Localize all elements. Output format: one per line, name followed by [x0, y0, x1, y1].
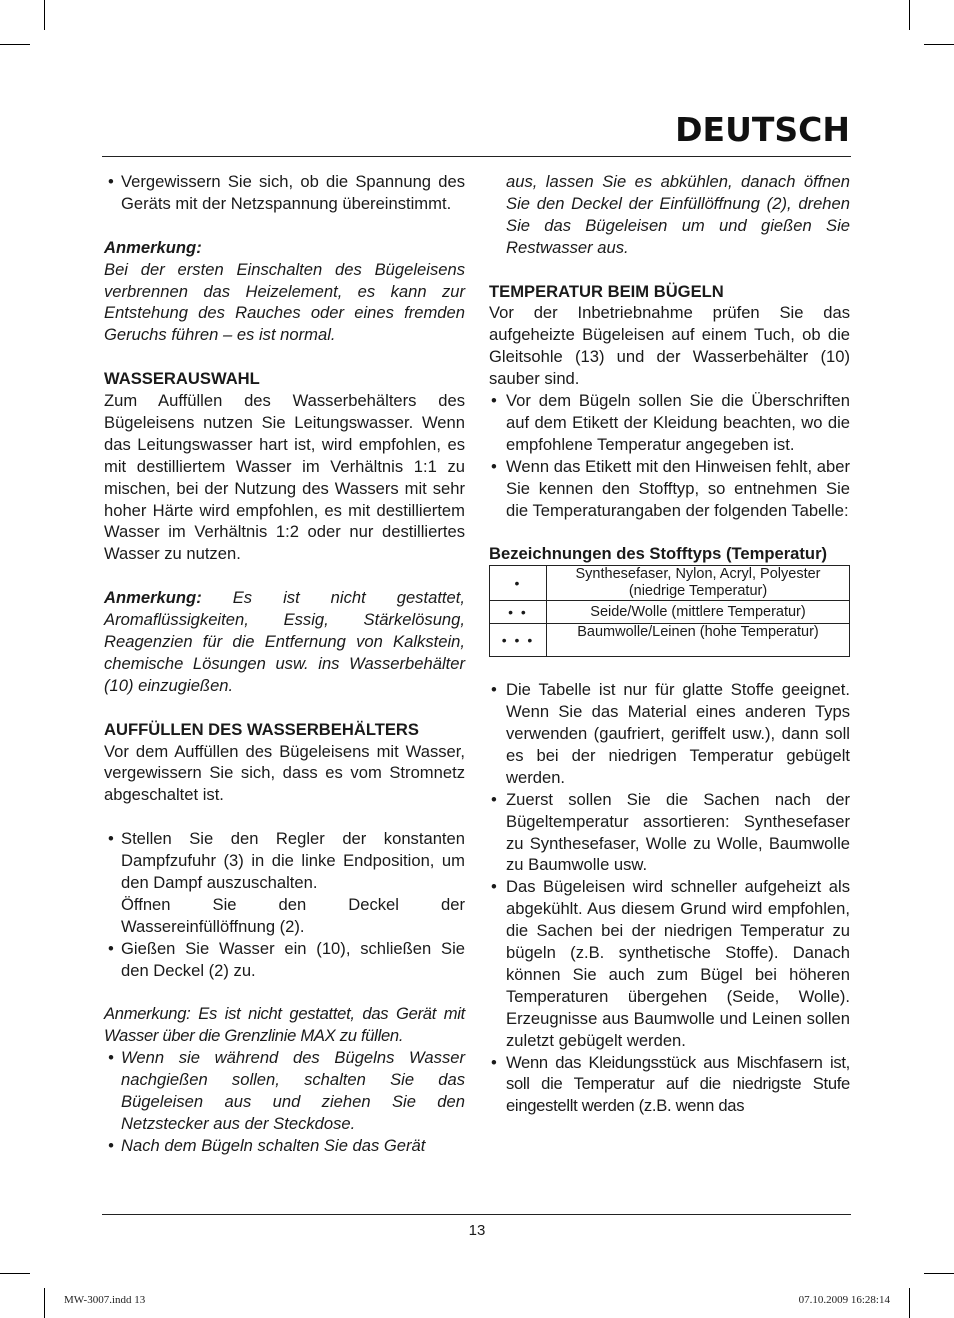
section-heading: WASSERAUSWAHL	[104, 369, 260, 389]
list-item	[489, 456, 850, 522]
list-item	[104, 1135, 465, 1157]
table-row	[490, 601, 850, 624]
page-number: 13	[468, 1222, 486, 1239]
list-item-text: Das Bügeleisen wird schneller aufgeheizt als abgekühlt. Aus diesem Grund wird empfohlen, die Sachen bei der niedrigen Temperatur zu bügeln (z.B. synthetische Stoffe). Danach können Sie auch zum Bügel bei höheren Temperaturen übergehen (Seide, Wolle). Erzeugnisse aus Baumwolle und Leinen sollen zuletzt gebügelt werden.	[506, 877, 850, 1050]
list-item-text: Zuerst sollen Sie die Sachen nach der Bügeltemperatur assortieren: Synthesefaser zu Synthesefaser, Wolle zu Wolle, Baumwolle zu Baumwolle usw.	[506, 789, 850, 875]
list-item	[104, 938, 465, 982]
bullet-icon: •	[491, 1052, 497, 1072]
crop-mark	[0, 1273, 30, 1274]
crop-mark	[44, 1288, 45, 1318]
list-item-text: Wenn sie während des Bügelns Wasser nachgießen sollen, schalten Sie das Bügeleisen aus und ziehen Sie den Netzstecker aus der Steckdose.	[121, 1048, 465, 1133]
note-paragraph	[104, 587, 465, 697]
crop-mark	[924, 44, 954, 45]
bullet-icon: •	[491, 680, 497, 700]
bullet-icon: •	[108, 172, 114, 191]
list-item	[104, 171, 465, 215]
crop-mark	[44, 0, 45, 30]
date-slug: 07.10.2009 16:28:14	[798, 1294, 890, 1306]
list-item-text: Die Tabelle ist nur für glatte Stoffe geeignet. Wenn Sie das Material eines anderen Typs verwenden (gaufriert, geriffelt usw.), dann soll es bei der niedrigen Temperatur gebügelt werden.	[506, 680, 850, 787]
list-item-text: Wenn das Etikett mit den Hinweisen fehlt, aber Sie kennen den Stofftyp, so entnehmen Sie die Temperaturangaben der folgenden Tabelle:	[506, 456, 850, 520]
fabric-label: Baumwolle/Leinen (hohe Temperatur)	[547, 624, 850, 657]
list-item-text: Wenn das Kleidungsstück aus Mischfasern ist, soll die Temperatur auf die niedrigste Stufe eingestellt werden (z.B. wenn das	[506, 1052, 850, 1116]
list-item	[489, 789, 850, 877]
list-item-text: Öffnen Sie den Deckel der Wassereinfüllöffnung (2).	[121, 894, 465, 936]
fabric-label: Synthesefaser, Nylon, Acryl, Polyester (niedrige Temperatur)	[547, 566, 850, 601]
table-row	[490, 566, 850, 601]
crop-mark	[909, 1288, 910, 1318]
section-text: Vor der Inbetriebnahme prüfen Sie das aufgeheizte Bügeleisen auf einem Tuch, ob die Gleitsohle (13) und der Wasserbehälter (10) sauber sind.	[489, 303, 850, 389]
list-item	[489, 876, 850, 1051]
temperature-symbol: • • •	[490, 624, 547, 657]
section-text: Vor dem Auffüllen des Bügeleisens mit Wasser, vergewissern Sie sich, dass es vom Stromnetz abgeschaltet ist.	[104, 741, 465, 805]
note-text: Es ist nicht gestattet, Aromaflüssigkeiten, Essig, Stärkelösung, Reagenzien für die Entfernung von Kalkstein, chemische Lösungen usw. ins Wasserbehälter (10) einzugießen.	[104, 588, 465, 695]
list-item-text: Vergewissern Sie sich, ob die Spannung des Geräts mit der Netzspannung übereinstimmt.	[121, 172, 465, 213]
bullet-icon: •	[108, 1048, 114, 1068]
list-item-text: Stellen Sie den Regler der konstanten Dampfzufuhr (3) in die linke Endposition, um den Dampf auszuschalten.	[121, 829, 465, 892]
section-heading: TEMPERATUR BEIM BÜGELN	[489, 281, 724, 301]
temperature-symbol: •	[490, 566, 547, 601]
crop-mark	[0, 44, 30, 45]
list-item-text: Gießen Sie Wasser ein (10), schließen Sie den Deckel (2) zu.	[121, 938, 465, 980]
bullet-icon: •	[491, 456, 497, 476]
continuation-text: aus, lassen Sie es abkühlen, danach öffnen Sie den Deckel der Einfüllöffnung (2), drehen Sie das Bügeleisen um und gießen Sie Restwasser aus.	[506, 172, 850, 257]
bullet-icon: •	[491, 877, 497, 897]
fabric-temperature-table	[489, 565, 850, 657]
list-item	[489, 390, 850, 456]
file-slug: MW-3007.indd 13	[64, 1294, 146, 1306]
note-text: Bei der ersten Einschalten des Bügeleisens verbrennen das Heizelement, es kann zur Entstehung des Rauches oder eines fremden Geruchs führen – es ist normal.	[104, 259, 465, 345]
bullet-icon: •	[108, 938, 114, 958]
list-item	[104, 1047, 465, 1135]
header-rule	[102, 156, 851, 157]
footer-rule	[102, 1214, 851, 1215]
list-item-text: Vor dem Bügeln sollen Sie die Überschriften auf dem Etikett der Kleidung beachten, wo die empfohlene Temperatur angegeben ist.	[506, 391, 850, 454]
crop-mark	[909, 0, 910, 30]
bullet-icon: •	[491, 391, 497, 411]
list-item-text: Nach dem Bügeln schalten Sie das Gerät	[121, 1135, 426, 1155]
note-text: Anmerkung: Es ist nicht gestattet, das Gerät mit Wasser über die Grenzlinie MAX zu füllen.	[104, 1004, 465, 1046]
list-item	[104, 828, 465, 938]
bullet-icon: •	[108, 1135, 114, 1155]
temperature-symbol: • •	[490, 601, 547, 624]
section-heading: AUFFÜLLEN DES WASSERBEHÄLTERS	[104, 719, 419, 739]
note-label: Anmerkung:	[104, 588, 202, 608]
table-title: Bezeichnungen des Stofftyps (Temperatur)	[489, 544, 828, 564]
bullet-icon: •	[108, 829, 114, 849]
table-row	[490, 624, 850, 657]
list-item	[489, 1052, 850, 1118]
section-text: Zum Auffüllen des Wasserbehälters des Bügeleisens nutzen Sie Leitungswasser. Wenn das Leitungswasser hart ist, wird empfohlen, es mit destilliertem Wasser im Verhältnis 1:1 zu mischen, bei der Nutzung des Wassers mit sehr hoher Härte wird empfohlen, es mit destilliertem Wasser im Verhältnis 1:2 oder nur destilliertes Wasser zu nutzen.	[104, 391, 465, 564]
bullet-icon: •	[491, 789, 497, 809]
left-column	[104, 171, 465, 1157]
note-label: Anmerkung:	[104, 237, 202, 257]
fabric-label: Seide/Wolle (mittlere Temperatur)	[547, 601, 850, 624]
crop-mark	[924, 1273, 954, 1274]
page-title: DEUTSCH	[675, 110, 850, 149]
right-column	[489, 171, 850, 1117]
list-item	[489, 679, 850, 789]
